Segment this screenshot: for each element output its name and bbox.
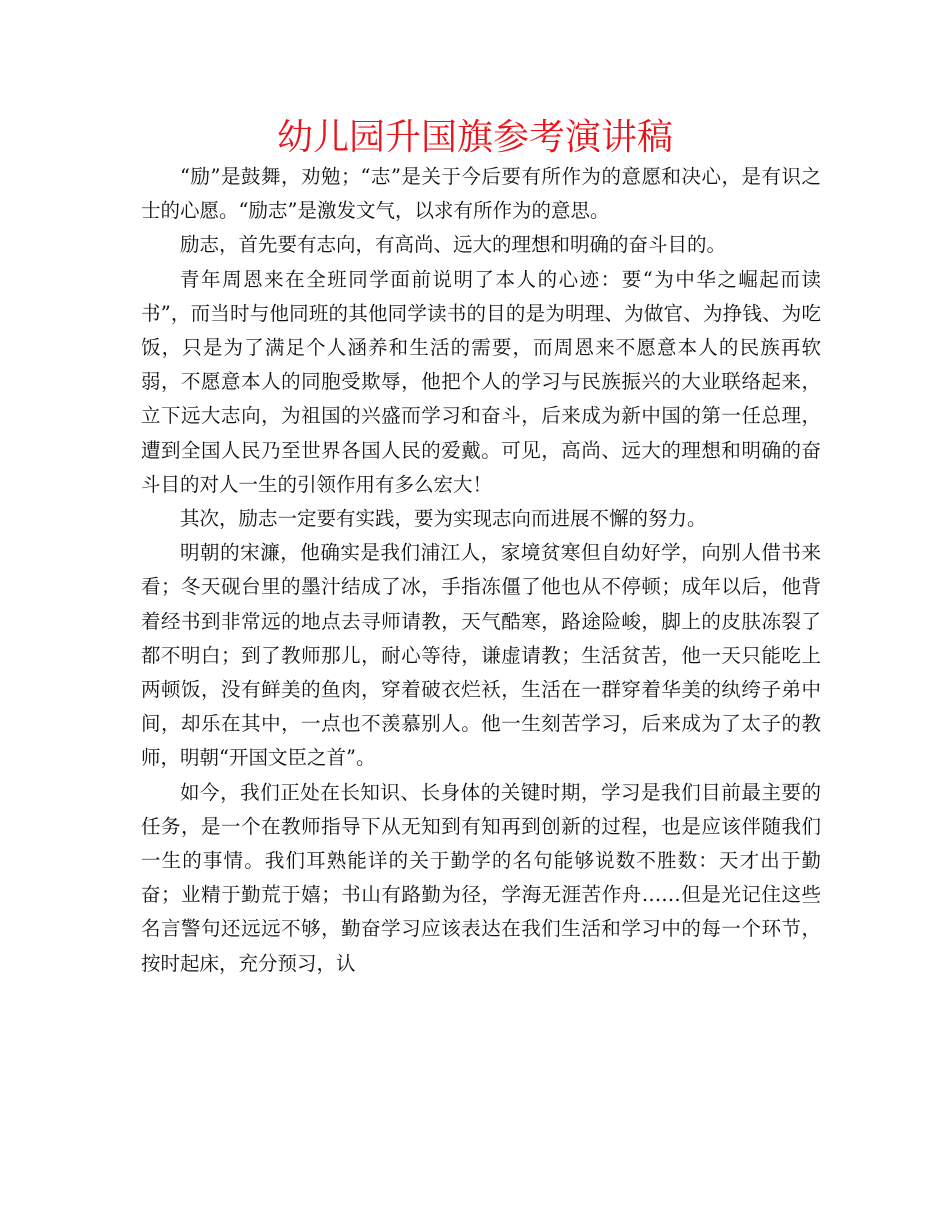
paragraph-3: 青年周恩来在全班同学面前说明了本人的心迹：要“为中华之崛起而读书”，而当时与他同班的其他同学读书的目的是为明理、为做官、为挣钱、为吃饭，只是为了满足个人涵养和生活的需要，而周恩来不愿意本人的民族再软弱，不愿意本人的同胞受欺辱，他把个人的学习与民族振兴的大业联络起来，立下远大志向，为祖国的兴盛而学习和奋斗，后来成为新中国的第一任总理，遭到全国人民乃至世界各国人民的爱戴。可见，高尚、远大的理想和明确的奋斗目的对人一生的引领作用有多么宏大！ <box>141 267 821 496</box>
paragraph-6: 如今，我们正处在长知识、长身体的关键时期，学习是我们目前最主要的任务，是一个在教师指导下从无知到有知再到创新的过程，也是应该伴随我们一生的事情。我们耳熟能详的关于勤学的名句能够说数不胜数：天才出于勤奋；业精于勤荒于嬉；书山有路勤为径，学海无涯苦作舟……但是光记住这些名言警句还远远不够，勤奋学习应该表达在我们生活和学习中的每一个环节，按时起床，充分预习，认 <box>141 780 821 975</box>
document-title: 幼儿园升国旗参考演讲稿 <box>276 117 673 158</box>
document-body <box>141 160 821 981</box>
paragraph-5: 明朝的宋濂，他确实是我们浦江人，家境贫寒但自幼好学，向别人借书来看；冬天砚台里的墨汁结成了冰，手指冻僵了他也从不停顿；成年以后，他背着经书到非常远的地点去寻师请教，天气酷寒，路途险峻，脚上的皮肤冻裂了都不明白；到了教师那儿，耐心等待，谦虚请教；生活贫苦，他一天只能吃上两顿饭，没有鲜美的鱼肉，穿着破衣烂袄，生活在一群穿着华美的纨绔子弟中间，却乐在其中，一点也不羡慕别人。他一生刻苦学习，后来成为了太子的教师，明朝“开国文臣之首”。 <box>141 541 821 770</box>
paragraph-4: 其次，励志一定要有实践，要为实现志向而进展不懈的努力。 <box>180 507 707 531</box>
paragraph-1: “励”是鼓舞，劝勉；“志”是关于今后要有所作为的意愿和决心，是有识之士的心愿。“励志”是激发文气，以求有所作为的意思。 <box>141 165 821 223</box>
paragraph-2: 励志，首先要有志向，有高尚、远大的理想和明确的奋斗目的。 <box>180 233 727 257</box>
